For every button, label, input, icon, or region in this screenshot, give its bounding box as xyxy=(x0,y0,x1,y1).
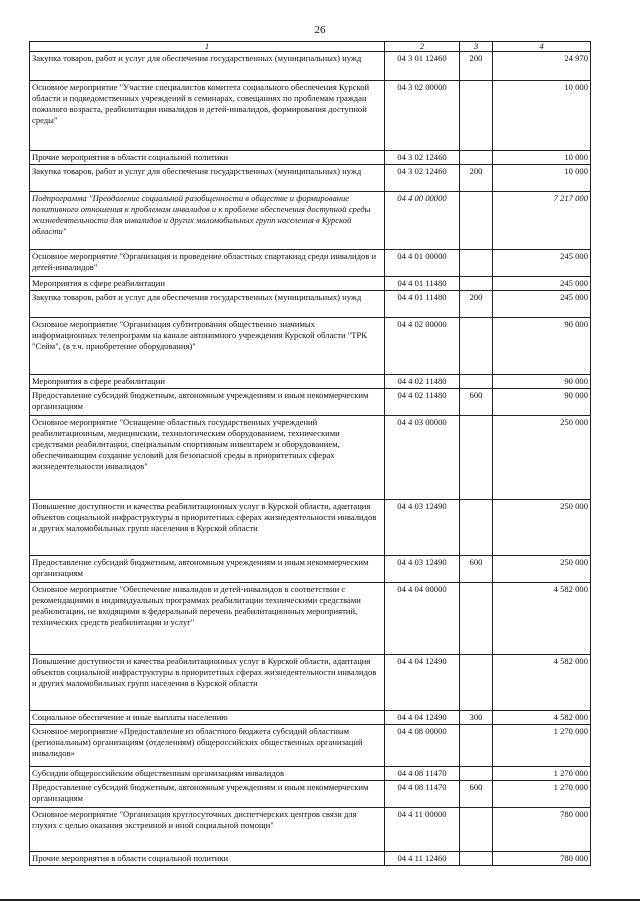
table-row xyxy=(30,767,591,781)
table-row xyxy=(30,711,591,725)
row-type-cell xyxy=(460,277,493,291)
table-row xyxy=(30,318,591,375)
row-amount-cell: 1 270 000 xyxy=(493,781,591,808)
row-amount-cell: 90 000 xyxy=(493,389,591,416)
header-col-1: 1 xyxy=(30,42,385,52)
row-amount-cell: 250 000 xyxy=(493,416,591,500)
row-code-cell: 04 4 04 00000 xyxy=(385,583,460,655)
row-code-cell: 04 3 02 12460 xyxy=(385,165,460,192)
table-row xyxy=(30,192,591,250)
table-row xyxy=(30,725,591,767)
row-amount-cell: 4 582 000 xyxy=(493,583,591,655)
table-row xyxy=(30,583,591,655)
row-amount-cell: 7 217 000 xyxy=(493,192,591,250)
row-name-cell: Повышение доступности и качества реабилитационных услуг в Курской области, адаптация объектов социальной инфраструктуры в приоритетных сферах жизнедеятельности инвалидов и других маломобильных групп населения в Курской области xyxy=(30,500,385,556)
row-amount-cell: 1 270 000 xyxy=(493,725,591,767)
table-row xyxy=(30,250,591,277)
table-row xyxy=(30,165,591,192)
row-code-cell: 04 4 08 11470 xyxy=(385,767,460,781)
table-row xyxy=(30,277,591,291)
row-type-cell xyxy=(460,655,493,711)
row-name-cell: Закупка товаров, работ и услуг для обеспечения государственных (муниципальных) нужд xyxy=(30,52,385,81)
row-name-cell: Основное мероприятие "Организация и проведение областных спартакиад среди инвалидов и детей-инвалидов" xyxy=(30,250,385,277)
row-amount-cell: 90 000 xyxy=(493,375,591,389)
bottom-rule xyxy=(0,899,640,901)
row-name-cell: Прочие мероприятия в области социальной политики xyxy=(30,151,385,165)
row-name-cell: Повышение доступности и качества реабилитационных услуг в Курской области, адаптация объектов социальной инфраструктуры в приоритетных сферах жизнедеятельности инвалидов и других маломобильных групп населения в Курской области xyxy=(30,655,385,711)
row-name-cell: Основное мероприятие «Предоставление из областного бюджета субсидий областным (региональным) организациям (отделениям) общероссийских общественных организаций инвалидов» xyxy=(30,725,385,767)
row-code-cell: 04 4 00 00000 xyxy=(385,192,460,250)
row-code-cell: 04 4 11 00000 xyxy=(385,808,460,852)
row-code-cell: 04 3 01 12460 xyxy=(385,52,460,81)
table-row xyxy=(30,389,591,416)
row-code-cell: 04 4 01 11480 xyxy=(385,291,460,318)
row-amount-cell: 780 000 xyxy=(493,852,591,866)
row-name-cell: Основное мероприятие "Организация круглосуточных диспетчерских центров связи для глухих с целью оказания экстренной и иной социальной помощи" xyxy=(30,808,385,852)
row-amount-cell: 245 000 xyxy=(493,250,591,277)
row-type-cell xyxy=(460,500,493,556)
table-row xyxy=(30,375,591,389)
row-code-cell: 04 4 02 11480 xyxy=(385,389,460,416)
row-type-cell xyxy=(460,151,493,165)
row-type-cell xyxy=(460,725,493,767)
row-code-cell: 04 3 02 00000 xyxy=(385,81,460,151)
row-name-cell: Основное мероприятие "Организация субтитрования общественно значимых информационных телепрограмм на канале автономного учреждения Курской области "ТРК "Сейм", (в т.ч. приобретение оборудования)" xyxy=(30,318,385,375)
row-name-cell: Подпрограмма "Преодоление социальной разобщенности в обществе и формирование позитивного отношения к проблемам инвалидов и к проблеме обеспечения доступной среды жизнедеятельности для инвалидов и других маломобильных групп населения в Курской области" xyxy=(30,192,385,250)
table-row xyxy=(30,808,591,852)
row-name-cell: Социальное обеспечение и иные выплаты населению xyxy=(30,711,385,725)
row-type-cell: 200 xyxy=(460,291,493,318)
row-amount-cell: 1 270 000 xyxy=(493,767,591,781)
page-number: 26 xyxy=(314,24,326,36)
row-amount-cell: 245 000 xyxy=(493,291,591,318)
row-name-cell: Предоставление субсидий бюджетным, автономным учреждениям и иным некоммерческим организациям xyxy=(30,389,385,416)
table-row xyxy=(30,416,591,500)
row-type-cell xyxy=(460,318,493,375)
table-row xyxy=(30,556,591,583)
row-amount-cell: 250 000 xyxy=(493,500,591,556)
row-type-cell xyxy=(460,583,493,655)
row-amount-cell: 24 970 xyxy=(493,52,591,81)
row-code-cell: 04 4 08 11470 xyxy=(385,781,460,808)
row-amount-cell: 245 000 xyxy=(493,277,591,291)
row-code-cell: 04 4 03 00000 xyxy=(385,416,460,500)
row-code-cell: 04 3 02 12460 xyxy=(385,151,460,165)
row-code-cell: 04 4 04 12490 xyxy=(385,711,460,725)
table-row xyxy=(30,151,591,165)
row-code-cell: 04 4 04 12490 xyxy=(385,655,460,711)
row-type-cell: 600 xyxy=(460,556,493,583)
row-name-cell: Закупка товаров, работ и услуг для обеспечения государственных (муниципальных) нужд xyxy=(30,165,385,192)
table-header-row xyxy=(30,42,591,52)
header-col-4: 4 xyxy=(493,42,591,52)
row-code-cell: 04 4 01 11480 xyxy=(385,277,460,291)
row-code-cell: 04 4 01 00000 xyxy=(385,250,460,277)
row-name-cell: Субсидии общероссийским общественным организациям инвалидов xyxy=(30,767,385,781)
header-col-3: 3 xyxy=(460,42,493,52)
table-body xyxy=(30,52,591,866)
row-type-cell: 300 xyxy=(460,711,493,725)
row-type-cell xyxy=(460,375,493,389)
row-type-cell: 600 xyxy=(460,389,493,416)
row-amount-cell: 10 000 xyxy=(493,81,591,151)
row-amount-cell: 250 000 xyxy=(493,556,591,583)
row-amount-cell: 4 582 000 xyxy=(493,655,591,711)
row-amount-cell: 90 000 xyxy=(493,318,591,375)
row-code-cell: 04 4 11 12460 xyxy=(385,852,460,866)
header-col-2: 2 xyxy=(385,42,460,52)
row-amount-cell: 10 000 xyxy=(493,151,591,165)
budget-table xyxy=(29,41,591,866)
row-name-cell: Основное мероприятие "Оснащение областных государственных учреждений реабилитационным, медицинским, технологическим оборудованием, техническими средствами реабилитации, специальным спортивным инвентарем и оборудованием, обеспечивающим создание условий для безопасной среды в приоритетных сферах жизнедеятельности инвалидов" xyxy=(30,416,385,500)
table-row xyxy=(30,291,591,318)
row-amount-cell: 10 000 xyxy=(493,165,591,192)
row-name-cell: Мероприятия в сфере реабилитации xyxy=(30,277,385,291)
table-row xyxy=(30,500,591,556)
row-amount-cell: 4 582 000 xyxy=(493,711,591,725)
row-type-cell xyxy=(460,808,493,852)
row-type-cell: 200 xyxy=(460,52,493,81)
row-name-cell: Основное мероприятие "Участие специалистов комитета социального обеспечения Курской области и подведомственных учреждений в семинарах, совещаниях по проблемам граждан пожилого возраста, реабилитации инвалидов и детей-инвалидов, формирования доступной среды" xyxy=(30,81,385,151)
row-type-cell xyxy=(460,250,493,277)
row-code-cell: 04 4 02 00000 xyxy=(385,318,460,375)
row-name-cell: Закупка товаров, работ и услуг для обеспечения государственных (муниципальных) нужд xyxy=(30,291,385,318)
row-type-cell xyxy=(460,767,493,781)
table-row xyxy=(30,52,591,81)
table-row xyxy=(30,655,591,711)
row-name-cell: Предоставление субсидий бюджетным, автономным учреждениям и иным некоммерческим организациям xyxy=(30,556,385,583)
row-name-cell: Мероприятия в сфере реабилитации xyxy=(30,375,385,389)
row-type-cell xyxy=(460,81,493,151)
row-type-cell: 200 xyxy=(460,165,493,192)
row-type-cell: 600 xyxy=(460,781,493,808)
row-name-cell: Предоставление субсидий бюджетным, автономным учреждениям и иным некоммерческим организациям xyxy=(30,781,385,808)
row-code-cell: 04 4 03 12490 xyxy=(385,500,460,556)
table-row xyxy=(30,781,591,808)
row-type-cell xyxy=(460,416,493,500)
table-row xyxy=(30,81,591,151)
row-type-cell xyxy=(460,192,493,250)
row-amount-cell: 780 000 xyxy=(493,808,591,852)
row-code-cell: 04 4 03 12490 xyxy=(385,556,460,583)
row-name-cell: Прочие мероприятия в области социальной политики xyxy=(30,852,385,866)
row-name-cell: Основное мероприятие "Обеспечение инвалидов и детей-инвалидов в соответствии с рекомендациями в индивидуальных программах реабилитации техническими средствами реабилитации, не входящими в федеральный перечень реабилитационных мероприятий, технических средств реабилитации и услуг" xyxy=(30,583,385,655)
table-row xyxy=(30,852,591,866)
row-type-cell xyxy=(460,852,493,866)
row-code-cell: 04 4 08 00000 xyxy=(385,725,460,767)
row-code-cell: 04 4 02 11480 xyxy=(385,375,460,389)
